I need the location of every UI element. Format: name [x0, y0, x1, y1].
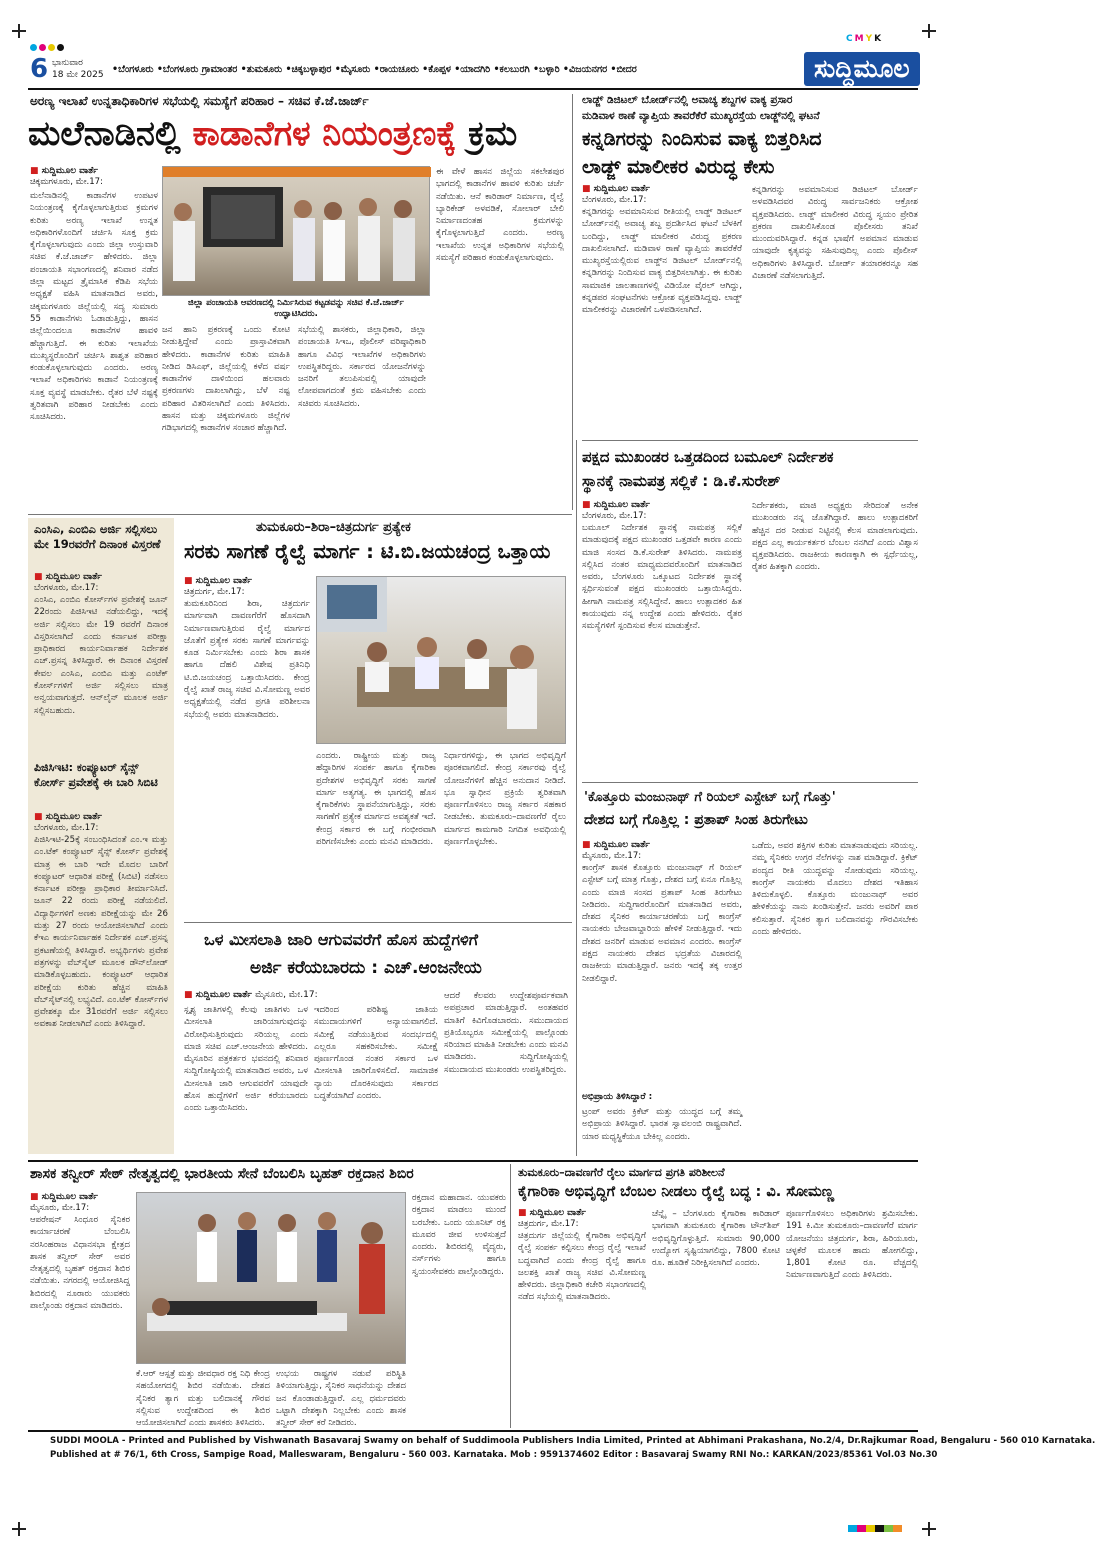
lodge-byline-block: ■ ಸುದ್ದಿಮೂಲ ವಾರ್ತೆ ಬೆಂಗಳೂರು, ಮೇ.17:: [582, 184, 650, 205]
lodge-col-2: ಕನ್ನಡಿಗರನ್ನು ಅವಮಾನಿಸುವ ಡಿಜಿಟಲ್ ಬೋರ್ಡ್ ಅಳವಡಿಸಿದವರ ವಿರುದ್ಧ ಸಾರ್ವಜನಿಕರು ಆಕ್ರೋಶ ವ್ಯಕ್ತಪಡಿಸಿದರು. ಲಾಡ್ಜ್ ಮಾಲೀಕರ ವಿರುದ್ಧ ಸ್ವಯಂ ಪ್ರೇರಿತ ಪ್ರಕರಣ ದಾಖಲಿಸಿಕೊಂಡ ಪೊಲೀಸರು ತನಿಖೆ ಮುಂದುವರಿಸಿದ್ದಾರೆ. ಕನ್ನಡ ಭಾಷೆಗೆ ಅಪಮಾನ ಮಾಡುವ ಯಾವುದೇ ಕೃತ್ಯವನ್ನು ಸಹಿಸುವುದಿಲ್ಲ ಎಂದು ಪೊಲೀಸ್ ಅಧಿಕಾರಿಗಳು ತಿಳಿಸಿದ್ದಾರೆ. ಬೋರ್ಡ್ ತಯಾರಕರನ್ನೂ ಸಹ ವಿಚಾರಣೆ ನಡೆಸಲಾಗುತ್ತಿದೆ.: [752, 185, 918, 282]
somanna-byline-block: ■ ಸುದ್ದಿಮೂಲ ವಾರ್ತೆ ಚಿತ್ರದುರ್ಗ, ಮೇ.17:: [518, 1208, 586, 1229]
rail-byline-block: ■ ಸುದ್ದಿಮೂಲ ವಾರ್ತೆ ಚಿತ್ರದುರ್ಗ, ಮೇ.17:: [184, 576, 252, 597]
reservation-headline-2: ಅರ್ಜಿ ಕರೆಯಬಾರದು : ಎಚ್.ಆಂಜನೇಯ: [250, 958, 482, 978]
blood-col-2: ಕೆ.ಆರ್ ಆಸ್ಪತ್ರೆ ಮತ್ತು ಜೀವಧಾರ ರಕ್ತ ನಿಧಿ ಕೇಂದ್ರ ಸಹಯೋಗದಲ್ಲಿ ಶಿಬಿರ ನಡೆಯಿತು. ದೇಶದ ಸೈನಿಕರ ತ್ಯಾಗ ಮತ್ತು ಬಲಿದಾನಕ್ಕೆ ಗೌರವ ಸಲ್ಲಿಸುವ ಉದ್ದೇಶದಿಂದ ಈ ಶಿಬಿರ ಆಯೋಜಿಸಲಾಗಿದೆ ಎಂದು ಶಾಸಕರು ತಿಳಿಸಿದರು.: [136, 1369, 270, 1429]
reservation-col-1: ಸ್ಪೃಶ್ಯ ಜಾತಿಗಳಲ್ಲಿ ಕೆಲವು ಜಾತಿಗಳು ಒಳ ಮೀಸಲಾತಿ ಜಾರಿಯಾಗುವುದನ್ನು ವಿರೋಧಿಸುತ್ತಿರುವುದು ಸರಿಯಲ್ಲ ಎಂದು ಮಾಜಿ ಸಚಿವ ಎಚ್.ಆಂಜನೇಯ ಹೇಳಿದರು. ಮೈಸೂರಿನ ಪತ್ರಕರ್ತರ ಭವನದಲ್ಲಿ ಶನಿವಾರ ಸುದ್ದಿಗೋಷ್ಠಿಯಲ್ಲಿ ಮಾತನಾಡಿದ ಅವರು, ಒಳ ಮೀಸಲಾತಿ ಜಾರಿ ಆಗುವವರೆಗೆ ಯಾವುದೇ ಹೊಸ ಹುದ್ದೆಗಳಿಗೆ ಅರ್ಜಿ ಕರೆಯಬಾರದು ಎಂದು ಒತ್ತಾಯಿಸಿದರು.: [184, 1005, 308, 1114]
mca-body: ಎಂಸಿಎ, ಎಂಬಿಎ ಕೋರ್ಸ್‌ಗಳ ಪ್ರವೇಶಕ್ಕೆ ಜೂನ್ 22ರಂದು ಪಿಜಿಸಿಇಟಿ ನಡೆಯಲಿದ್ದು, ಇದಕ್ಕೆ ಅರ್ಜಿ ಸಲ್ಲಿಸಲು ಮೇ 19 ರವರೆಗೆ ದಿನಾಂಕ ವಿಸ್ತರಿಸಲಾಗಿದೆ ಎಂದು ಕರ್ನಾಟಕ ಪರೀಕ್ಷಾ ಪ್ರಾಧಿಕಾರದ ಕಾರ್ಯನಿರ್ವಾಹಕ ನಿರ್ದೇಶಕ ಎಚ್.ಪ್ರಸನ್ನ ತಿಳಿಸಿದ್ದಾರೆ. ಈ ದಿನಾಂಕ ವಿಸ್ತರಣೆ ಕೇವಲ ಎಂಸಿಎ, ಎಂಬಿಎ ಮತ್ತು ಎಂಟೆಕ್ ಕೋರ್ಸ್‌ಗಳಿಗೆ ಅರ್ಜಿ ಸಲ್ಲಿಸಲು ಮಾತ್ರ ಅನ್ವಯವಾಗುತ್ತದೆ. ಆನ್‌ಲೈನ್ ಮೂಲಕ ಅರ್ಜಿ ಸಲ್ಲಿಸಬಹುದು.: [34, 595, 168, 716]
registration-mark: [12, 1522, 26, 1536]
pgcet-byline-block: ■ ಸುದ್ದಿಮೂಲ ವಾರ್ತೆ ಬೆಂಗಳೂರು, ಮೇ.17:: [34, 812, 102, 833]
rail-col-3: ನಿರ್ಧಾರಗಳಿದ್ದು, ಈ ಭಾಗದ ಅಭಿವೃದ್ಧಿಗೆ ಪೂರಕವಾಗಲಿದೆ. ಕೇಂದ್ರ ಸರ್ಕಾರವು ರೈಲ್ವೆ ಯೋಜನೆಗಳಿಗೆ ಹೆಚ್ಚಿನ ಅನುದಾನ ನೀಡಿದೆ. ಭೂ ಸ್ವಾಧೀನ ಪ್ರಕ್ರಿಯೆ ತ್ವರಿತವಾಗಿ ಪೂರ್ಣಗೊಳಿಸಲು ರಾಜ್ಯ ಸರ್ಕಾರ ಸಹಕಾರ ನೀಡಬೇಕು. ತುಮಕೂರು–ದಾವಣಗೆರೆ ರೈಲು ಮಾರ್ಗದ ಕಾಮಗಾರಿ ನಿಗದಿತ ಅವಧಿಯಲ್ಲಿ ಪೂರ್ಣಗೊಳ್ಳಬೇಕು.: [444, 751, 566, 848]
footer-imprint-1: SUDDI MOOLA - Printed and Published by Vishwanath Basavaraj Swamy on behalf of Suddimoola Publishers India Limited, Printed at Abhimani Prakashana, No.2/4, Dr.Rajkumar Road, Bengaluru - 560 010 Karnataka.: [50, 1436, 1095, 1446]
pratap-subhead: ಅಭಿಪ್ರಾಯ ತಿಳಿಸಿದ್ದಾರೆ :: [582, 1092, 653, 1102]
column-divider: [510, 1164, 511, 1428]
section-rule: [582, 440, 918, 441]
pratap-headline-1: 'ಕೊತ್ತೂರು ಮಂಜುನಾಥ್ ಗೆ ರಿಯಲ್ ಎಸ್ಟೇಟ್ ಬಗ್ಗೆ ಗೊತ್ತು': [584, 790, 836, 805]
rail-col-1: ತುಮಕೂರಿನಿಂದ ಶಿರಾ, ಚಿತ್ರದುರ್ಗ ಮಾರ್ಗವಾಗಿ ದಾವಣಗೆರೆಗೆ ಹೊಸದಾಗಿ ನಿರ್ಮಾಣವಾಗುತ್ತಿರುವ ರೈಲ್ವೆ ಮಾರ್ಗದ ಜೊತೆಗೆ ಪ್ರತ್ಯೇಕ ಸರಕು ಸಾಗಣೆ ಮಾರ್ಗವನ್ನು ಕೂಡ ನಿರ್ಮಿಸಬೇಕು ಎಂದು ಶಿರಾ ಶಾಸಕ ಹಾಗೂ ದೆಹಲಿ ವಿಶೇಷ ಪ್ರತಿನಿಧಿ ಟಿ.ಬಿ.ಜಯಚಂದ್ರ ಒತ್ತಾಯಿಸಿದರು. ಕೇಂದ್ರ ರೈಲ್ವೆ ಖಾತೆ ರಾಜ್ಯ ಸಚಿವ ವಿ.ಸೋಮಣ್ಣ ಅವರ ಅಧ್ಯಕ್ಷತೆಯಲ್ಲಿ ನಡೆದ ಪ್ರಗತಿ ಪರಿಶೀಲನಾ ಸಭೆಯಲ್ಲಿ ಅವರು ಮಾತನಾಡಿದರು.: [184, 599, 310, 720]
lodge-kicker-1: ಲಾಡ್ಜ್ ಡಿಜಿಟಲ್ ಬೋರ್ಡ್‌ನಲ್ಲಿ ಅವಾಚ್ಯ ಶಬ್ದಗಳ ವಾಕ್ಯ ಪ್ರಸಾರ: [582, 94, 793, 106]
color-bar: [848, 1525, 902, 1532]
lodge-headline-1: ಕನ್ನಡಿಗರನ್ನು ನಿಂದಿಸುವ ವಾಕ್ಯ ಬಿತ್ತರಿಸಿದ: [582, 128, 822, 150]
lodge-headline-2: ಲಾಡ್ಜ್ ಮಾಲೀಕರ ವಿರುದ್ಧ ಕೇಸು: [582, 156, 775, 178]
header-day: ಭಾನುವಾರ: [52, 58, 83, 68]
reservation-byline-block: ■ ಸುದ್ದಿಮೂಲ ವಾರ್ತೆ ಮೈಸೂರು, ಮೇ.17:: [184, 990, 318, 1000]
dks-col-2: ನಿರ್ದೇಶಕರು, ಮಾಜಿ ಅಧ್ಯಕ್ಷರು ಸೇರಿದಂತೆ ಅನೇಕ ಮುಖಂಡರು ನನ್ನ ಜೊತೆಗಿದ್ದಾರೆ. ಹಾಲು ಉತ್ಪಾದಕರಿಗೆ ಹೆಚ್ಚಿನ ದರ ನೀಡುವ ನಿಟ್ಟಿನಲ್ಲಿ ಕೆಲಸ ಮಾಡಲಾಗುವುದು. ಪಕ್ಷದ ಎಲ್ಲ ಕಾರ್ಯಕರ್ತರ ಬೆಂಬಲ ನನಗಿದೆ ಎಂದು ವಿಶ್ವಾಸ ವ್ಯಕ್ತಪಡಿಸಿದರು. ರಾಜಕೀಯ ಕಾರಣಕ್ಕಾಗಿ ಈ ಸ್ಪರ್ಧೆಯಲ್ಲ, ರೈತರ ಹಿತಕ್ಕಾಗಿ ಎಂದರು.: [752, 501, 918, 573]
registration-mark: [12, 24, 26, 38]
photo-illustration: [137, 1193, 407, 1365]
forest-dateline: ಚಿಕ್ಕಮಗಳೂರು, ಮೇ.17:: [30, 177, 103, 187]
pratap-byline-block: ■ ಸುದ್ದಿಮೂಲ ವಾರ್ತೆ ಮೈಸೂರು, ಮೇ.17:: [582, 840, 650, 861]
rail-meeting-photo: [316, 576, 566, 744]
registration-mark: [922, 1522, 936, 1536]
forest-col-2: ಜನ ಹಾನಿ ಪ್ರಕರಣಕ್ಕೆ ಒಂದು ಕೋಟಿ ನೀಡುತ್ತಿದ್ದೇವೆ ಎಂದು ಪ್ರಾಸ್ತಾವಿಕವಾಗಿ ಹೇಳಿದರು. ಕಾಡಾನೆಗಳ ಕುರಿತು ಮಾಹಿತಿ ನೀಡಿದ ಡಿಸಿಎಫ್, ಜಿಲ್ಲೆಯಲ್ಲಿ ಕಳೆದ ವರ್ಷ ಕಾಡಾನೆಗಳ ದಾಳಿಯಿಂದ ಹಲವಾರು ಪ್ರಕರಣಗಳು ದಾಖಲಾಗಿದ್ದು, ಬೆಳೆ ನಷ್ಟ ಪರಿಹಾರ ವಿತರಿಸಲಾಗಿದೆ ಎಂದು ತಿಳಿಸಿದರು. ಹಾಸನ ಮತ್ತು ಚಿಕ್ಕಮಗಳೂರು ಜಿಲ್ಲೆಗಳ ಗಡಿಭಾಗದಲ್ಲಿ ಕಾಡಾನೆಗಳ ಸಂಚಾರ ಹೆಚ್ಚಾಗಿದೆ.: [162, 325, 290, 434]
footer-rule: [28, 1430, 918, 1432]
section-rule: [582, 782, 918, 783]
forest-col-3: ಸಭೆಯಲ್ಲಿ ಶಾಸಕರು, ಜಿಲ್ಲಾಧಿಕಾರಿ, ಜಿಲ್ಲಾ ಪಂಚಾಯತಿ ಸಿಇಒ, ಪೊಲೀಸ್ ವರಿಷ್ಠಾಧಿಕಾರಿ ಹಾಗೂ ವಿವಿಧ ಇಲಾಖೆಗಳ ಅಧಿಕಾರಿಗಳು ಉಪಸ್ಥಿತರಿದ್ದರು. ಸರ್ಕಾರದ ಯೋಜನೆಗಳನ್ನು ಜನರಿಗೆ ತಲುಪಿಸುವಲ್ಲಿ ಯಾವುದೇ ಲೋಪವಾಗದಂತೆ ಕ್ರಮ ವಹಿಸಬೇಕು ಎಂದು ಸಚಿವರು ಸೂಚಿಸಿದರು.: [298, 325, 426, 409]
section-rule: [28, 1160, 918, 1162]
mca-headline: ಎಂಸಿಎ, ಎಂಬಿಎ ಅರ್ಜಿ ಸಲ್ಲಿಸಲು ಮೇ 19ರವರೆಗೆ ದಿನಾಂಕ ವಿಸ್ತರಣೆ: [34, 522, 161, 551]
blood-byline-block: ■ ಸುದ್ದಿಮೂಲ ವಾರ್ತೆ ಮೈಸೂರು, ಮೇ.17:: [30, 1192, 98, 1213]
photo-illustration: [317, 577, 567, 745]
blood-col-3: ರಕ್ತದಾನ ಮಹಾದಾನ. ಯುವಕರು ರಕ್ತದಾನ ಮಾಡಲು ಮುಂದೆ ಬರಬೇಕು. ಒಂದು ಯೂನಿಟ್ ರಕ್ತ ಮೂವರ ಜೀವ ಉಳಿಸುತ್ತದೆ ಎಂದರು. ಶಿಬಿರದಲ್ಲಿ ವೈದ್ಯರು, ನರ್ಸ್‌ಗಳು ಹಾಗೂ ಸ್ವಯಂಸೇವಕರು ಪಾಲ್ಗೊಂಡಿದ್ದರು.: [412, 1193, 506, 1277]
pratap-col-1: ಕಾಂಗ್ರೆಸ್ ಶಾಸಕ ಕೊತ್ತೂರು ಮಂಜುನಾಥ್ ಗೆ ರಿಯಲ್ ಎಸ್ಟೇಟ್ ಬಗ್ಗೆ ಮಾತ್ರ ಗೊತ್ತು, ದೇಶದ ಬಗ್ಗೆ ಏನೂ ಗೊತ್ತಿಲ್ಲ ಎಂದು ಮಾಜಿ ಸಂಸದ ಪ್ರತಾಪ್ ಸಿಂಹ ತಿರುಗೇಟು ನೀಡಿದರು. ಸುದ್ದಿಗಾರರೊಂದಿಗೆ ಮಾತನಾಡಿದ ಅವರು, ದೇಶದ ಸೈನಿಕರ ಕಾರ್ಯಾಚರಣೆಯ ಬಗ್ಗೆ ಕಾಂಗ್ರೆಸ್ ನಾಯಕರು ಬೇಜವಾಬ್ದಾರಿಯ ಹೇಳಿಕೆ ನೀಡುತ್ತಿದ್ದಾರೆ. ಇದು ದೇಶದ ಜನರಿಗೆ ಮಾಡುವ ಅವಮಾನ ಎಂದರು. ಕಾಂಗ್ರೆಸ್ ಪಕ್ಷದ ನಾಯಕರು ದೇಶದ ಭದ್ರತೆಯ ವಿಚಾರದಲ್ಲಿ ರಾಜಕೀಯ ಮಾಡುತ್ತಿದ್ದಾರೆ. ಜನರು ಇದಕ್ಕೆ ತಕ್ಕ ಉತ್ತರ ನೀಡಲಿದ್ದಾರೆ.: [582, 863, 742, 984]
section-rule: [184, 922, 572, 923]
mca-byline-block: ■ ಸುದ್ದಿಮೂಲ ವಾರ್ತೆ ಬೆಂಗಳೂರು, ಮೇ.17:: [34, 572, 102, 593]
column-divider: [572, 94, 573, 510]
header-date: 18 ಮೇ 2025: [52, 70, 104, 80]
somanna-col-2: ಚೆನ್ನೈ – ಬೆಂಗಳೂರು ಕೈಗಾರಿಕಾ ಕಾರಿಡಾರ್ ಭಾಗವಾಗಿ ತುಮಕೂರು ಕೈಗಾರಿಕಾ ಟೌನ್‌ಶಿಪ್ ಅಭಿವೃದ್ಧಿಗೊಳ್ಳುತ್ತಿದೆ. ಸುಮಾರು 90,000 ಉದ್ಯೋಗ ಸೃಷ್ಟಿಯಾಗಲಿದ್ದು, 7800 ಕೋಟಿ ರೂ. ಹೂಡಿಕೆ ನಿರೀಕ್ಷಿಸಲಾಗಿದೆ ಎಂದರು.: [652, 1209, 780, 1269]
rail-kicker: ತುಮಕೂರು–ಶಿರಾ–ಚಿತ್ರದುರ್ಗ ಪ್ರತ್ಯೇಕ: [256, 520, 411, 535]
forest-photo-caption: ಜಿಲ್ಲಾ ಪಂಚಾಯತಿ ಆವರಣದಲ್ಲಿ ನಿರ್ಮಿಸಿರುವ ಕಟ್ಟಡವನ್ನು ಸಚಿವ ಕೆ.ಜೆ.ಜಾರ್ಜ್ ಉದ್ಘಾಟಿಸಿದರು.: [188, 298, 404, 319]
dks-col-1: ಬಮೂಲ್ ನಿರ್ದೇಶಕ ಸ್ಥಾನಕ್ಕೆ ನಾಮಪತ್ರ ಸಲ್ಲಿಕೆ ಮಾಡುವುದಕ್ಕೆ ಪಕ್ಷದ ಮುಖಂಡರ ಒತ್ತಡವೇ ಕಾರಣ ಎಂದು ಮಾಜಿ ಸಂಸದ ಡಿ.ಕೆ.ಸುರೇಶ್ ತಿಳಿಸಿದರು. ನಾಮಪತ್ರ ಸಲ್ಲಿಸಿದ ನಂತರ ಮಾಧ್ಯಮದವರೊಂದಿಗೆ ಮಾತನಾಡಿದ ಅವರು, ಬೆಂಗಳೂರು ಒಕ್ಕೂಟದ ನಿರ್ದೇಶಕ ಸ್ಥಾನಕ್ಕೆ ಸ್ಪರ್ಧಿಸುವಂತೆ ಪಕ್ಷದ ಮುಖಂಡರು ಒತ್ತಾಯಿಸಿದ್ದರು. ಹೀಗಾಗಿ ನಾಮಪತ್ರ ಸಲ್ಲಿಸಿದ್ದೇನೆ. ಹಾಲು ಉತ್ಪಾದಕರ ಹಿತ ಕಾಯುವುದು ನನ್ನ ಉದ್ದೇಶ ಎಂದು ಹೇಳಿದರು. ರೈತರ ಸಮಸ್ಯೆಗಳಿಗೆ ಸ್ಪಂದಿಸುವ ಕೆಲಸ ಮಾಡುತ್ತೇನೆ.: [582, 523, 742, 632]
pgcet-headline: ಪಿಜಿಸಿಇಟಿ: ಕಂಪ್ಯೂಟರ್ ಸೈನ್ಸ್ ಕೋರ್ಸ್ ಪ್ರವೇಶಕ್ಕೆ ಈ ಬಾರಿ ಸಿಬಿಟಿ: [34, 761, 158, 789]
footer-imprint-2: Published at # 76/1, 6th Cross, Sampige Road, Malleswaram, Bengaluru - 560 003. Karnataka. Mob : 9591374602 Editor : Basavaraj Swamy RNI No.: KARKAN/2023/85361 Vol.03 No.30: [50, 1450, 938, 1460]
rail-headline: ಸರಕು ಸಾಗಣೆ ರೈಲ್ವೆ ಮಾರ್ಗ : ಟಿ.ಬಿ.ಜಯಚಂದ್ರ ಒತ್ತಾಯ: [184, 540, 551, 563]
blood-camp-photo: [136, 1192, 406, 1364]
pratap-col-2: ಒಡೆದು, ಅವರ ಶಕ್ತಿಗಳ ಕುರಿತು ಮಾತನಾಡುವುದು ಸರಿಯಲ್ಲ. ನಮ್ಮ ಸೈನಿಕರು ಉಗ್ರರ ನೆಲೆಗಳನ್ನು ನಾಶ ಮಾಡಿದ್ದಾರೆ. ಕ್ರಿಕೆಟ್ ಪಂದ್ಯದ ರೀತಿ ಯುದ್ಧವನ್ನು ನೋಡುವುದು ಸರಿಯಲ್ಲ. ಕಾಂಗ್ರೆಸ್ ನಾಯಕರು ಮೊದಲು ದೇಶದ ಇತಿಹಾಸ ತಿಳಿದುಕೊಳ್ಳಲಿ. ಕೊತ್ತೂರು ಮಂಜುನಾಥ್ ಅವರ ಹೇಳಿಕೆಯನ್ನು ನಾನು ಖಂಡಿಸುತ್ತೇನೆ. ಜನರು ಅವರಿಗೆ ಪಾಠ ಕಲಿಸುತ್ತಾರೆ. ಸೈನಿಕರ ತ್ಯಾಗ ಬಲಿದಾನವನ್ನು ಗೌರವಿಸಬೇಕು ಎಂದು ಹೇಳಿದರು.: [752, 841, 918, 938]
somanna-col-3: ಪೂರ್ಣಗೊಳಿಸಲು ಅಧಿಕಾರಿಗಳು ಶ್ರಮಿಸಬೇಕು. 191 ಕಿ.ಮೀ ತುಮಕೂರು–ದಾವಣಗೆರೆ ಮಾರ್ಗ ಯೋಜನೆಯು ಚಿತ್ರದುರ್ಗ, ಶಿರಾ, ಹಿರಿಯೂರು, ಚಳ್ಳಕೆರೆ ಮೂಲಕ ಹಾದು ಹೋಗಲಿದ್ದು, 1,801 ಕೋಟಿ ರೂ. ವೆಚ್ಚದಲ್ಲಿ ನಿರ್ಮಾಣವಾಗುತ್ತಿದೆ ಎಂದು ತಿಳಿಸಿದರು.: [786, 1209, 918, 1281]
blood-col-4: ಉಭಯ ರಾಷ್ಟ್ರಗಳ ನಡುವೆ ಪರಿಸ್ಥಿತಿ ತಿಳಿಯಾಗುತ್ತಿದ್ದು, ಸೈನಿಕರ ಸಾಧನೆಯನ್ನು ದೇಶದ ಜನ ಕೊಂಡಾಡುತ್ತಿದ್ದಾರೆ. ಎಲ್ಲ ಧರ್ಮದವರು ಒಟ್ಟಾಗಿ ದೇಶಕ್ಕಾಗಿ ನಿಲ್ಲಬೇಕು ಎಂದು ಶಾಸಕ ತನ್ವೀರ್ ಸೇಠ್ ಕರೆ ನೀಡಿದರು.: [276, 1369, 406, 1429]
pratap-headline-2: ದೇಶದ ಬಗ್ಗೆ ಗೊತ್ತಿಲ್ಲ : ಪ್ರತಾಪ್ ಸಿಂಹ ತಿರುಗೇಟು: [584, 812, 808, 828]
dks-headline-1: ಪಕ್ಷದ ಮುಖಂಡರ ಒತ್ತಡದಿಂದ ಬಮೂಲ್ ನಿರ್ದೇಶಕ: [582, 448, 834, 466]
rail-col-2: ಎಂದರು. ರಾಷ್ಟ್ರೀಯ ಮತ್ತು ರಾಜ್ಯ ಹೆದ್ದಾರಿಗಳ ಸಂಪರ್ಕ ಹಾಗೂ ಕೈಗಾರಿಕಾ ಪ್ರದೇಶಗಳ ಅಭಿವೃದ್ಧಿಗೆ ಸರಕು ಸಾಗಣೆ ಮಾರ್ಗ ಅತ್ಯಗತ್ಯ. ಈ ಭಾಗದಲ್ಲಿ ಹೊಸ ಕೈಗಾರಿಕೆಗಳು ಸ್ಥಾಪನೆಯಾಗುತ್ತಿದ್ದು, ಸರಕು ಸಾಗಣೆಗೆ ಪ್ರತ್ಯೇಕ ಮಾರ್ಗದ ಅವಶ್ಯಕತೆ ಇದೆ. ಕೇಂದ್ರ ಸರ್ಕಾರ ಈ ಬಗ್ಗೆ ಗಂಭೀರವಾಗಿ ಪರಿಗಣಿಸಬೇಕು ಎಂದು ಮನವಿ ಮಾಡಿದರು.: [316, 751, 436, 848]
page-number: 6: [30, 54, 49, 84]
forest-col-1: ಮಲೆನಾಡಿನಲ್ಲಿ ಕಾಡಾನೆಗಳ ಉಪಟಳ ನಿಯಂತ್ರಣಕ್ಕೆ ಕೈಗೊಳ್ಳಲಾಗುತ್ತಿರುವ ಕ್ರಮಗಳ ಕುರಿತು ಅರಣ್ಯ ಇಲಾಖೆ ಉನ್ನತ ಅಧಿಕಾರಿಗಳೊಂದಿಗೆ ಚರ್ಚಿಸಿ ಸೂಕ್ತ ಕ್ರಮ ಕೈಗೊಳ್ಳಲಾಗುವುದು ಎಂದು ಜಿಲ್ಲಾ ಉಸ್ತುವಾರಿ ಸಚಿವ ಕೆ.ಜೆ.ಜಾರ್ಜ್ ಹೇಳಿದರು. ಜಿಲ್ಲಾ ಪಂಚಾಯತಿ ಸಭಾಂಗಣದಲ್ಲಿ ಶನಿವಾರ ನಡೆದ ಜಿಲ್ಲಾ ಮಟ್ಟದ ತ್ರೈಮಾಸಿಕ ಕೆಡಿಪಿ ಸಭೆಯ ಅಧ್ಯಕ್ಷತೆ ವಹಿಸಿ ಮಾತನಾಡಿದ ಅವರು, ಚಿಕ್ಕಮಗಳೂರು ಜಿಲ್ಲೆಯಲ್ಲಿ ಸದ್ಯ ಸುಮಾರು 55 ಕಾಡಾನೆಗಳು ಓಡಾಡುತ್ತಿದ್ದು, ಹಾಸನ ಜಿಲ್ಲೆಯಿಂದಲೂ ಕಾಡಾನೆಗಳ ಹಾವಳಿ ಹೆಚ್ಚಾಗುತ್ತಿದೆ. ಈ ಕುರಿತು ಇಲಾಖೆಯ ಮುಖ್ಯಸ್ಥರೊಂದಿಗೆ ಚರ್ಚಿಸಿ ಶಾಶ್ವತ ಪರಿಹಾರ ಕಂಡುಕೊಳ್ಳಲಾಗುವುದು ಎಂದರು. ಅರಣ್ಯ ಇಲಾಖೆ ಅಧಿಕಾರಿಗಳು ಕಾಡಾನೆ ನಿಯಂತ್ರಣಕ್ಕೆ ಸೂಕ್ತ ವ್ಯವಸ್ಥೆ ಮಾಡಬೇಕು. ರೈತರ ಬೆಳೆ ನಷ್ಟಕ್ಕೆ ತ್ವರಿತವಾಗಿ ಪರಿಹಾರ ನೀಡಬೇಕು ಎಂದು ಸೂಚಿಸಿದರು.: [30, 191, 158, 423]
reservation-headline-1: ಒಳ ಮೀಸಲಾತಿ ಜಾರಿ ಆಗುವವರೆಗೆ ಹೊಸ ಹುದ್ದೆಗಳಿಗೆ: [204, 930, 478, 949]
lodge-col-1: ಕನ್ನಡಿಗರನ್ನು ಅವಮಾನಿಸುವ ರೀತಿಯಲ್ಲಿ ಲಾಡ್ಜ್ ಡಿಜಿಟಲ್ ಬೋರ್ಡ್‌ನಲ್ಲಿ ಅವಾಚ್ಯ ಶಬ್ದ ಪ್ರದರ್ಶಿಸಿದ ಘಟನೆ ಬೆಳಕಿಗೆ ಬಂದಿದ್ದು, ಲಾಡ್ಜ್ ಮಾಲೀಕರ ವಿರುದ್ಧ ಪ್ರಕರಣ ದಾಖಲಿಸಲಾಗಿದೆ. ಮಡಿವಾಳ ಠಾಣೆ ವ್ಯಾಪ್ತಿಯ ತಾವರೆಕೆರೆ ಮುಖ್ಯರಸ್ತೆಯಲ್ಲಿರುವ ಲಾಡ್ಜ್‌ನ ಡಿಜಿಟಲ್ ಬೋರ್ಡ್‌ನಲ್ಲಿ ಕನ್ನಡಿಗರನ್ನು ನಿಂದಿಸುವ ವಾಕ್ಯ ಬಿತ್ತರಿಸಲಾಗಿತ್ತು. ಈ ಕುರಿತು ಸಾಮಾಜಿಕ ಜಾಲತಾಣಗಳಲ್ಲಿ ವಿಡಿಯೋ ವೈರಲ್ ಆಗಿದ್ದು, ಕನ್ನಡಪರ ಸಂಘಟನೆಗಳು ಆಕ್ರೋಶ ವ್ಯಕ್ತಪಡಿಸಿದ್ದವು. ಲಾಡ್ಜ್ ಮಾಲೀಕರನ್ನು ವಿಚಾರಣೆಗೆ ಒಳಪಡಿಸಲಾಗಿದೆ.: [582, 207, 742, 316]
forest-kicker: ಅರಣ್ಯ ಇಲಾಖೆ ಉನ್ನತಾಧಿಕಾರಿಗಳ ಸಭೆಯಲ್ಲಿ ಸಮಸ್ಯೆಗೆ ಪರಿಹಾರ – ಸಚಿವ ಕೆ.ಜೆ.ಜಾರ್ಜ್: [30, 94, 369, 108]
photo-illustration: [163, 167, 431, 297]
color-dots: [30, 36, 66, 55]
newspaper-logo: ಸುದ್ದಿಮೂಲ: [804, 52, 920, 86]
somanna-col-1: ಚಿತ್ರದುರ್ಗ ಜಿಲ್ಲೆಯಲ್ಲಿ ಕೈಗಾರಿಕಾ ಅಭಿವೃದ್ಧಿಗೆ ರೈಲ್ವೆ ಸಂಪರ್ಕ ಕಲ್ಪಿಸಲು ಕೇಂದ್ರ ರೈಲ್ವೆ ಇಲಾಖೆ ಬದ್ಧವಾಗಿದೆ ಎಂದು ಕೇಂದ್ರ ರೈಲ್ವೆ ಹಾಗೂ ಜಲಶಕ್ತಿ ಖಾತೆ ರಾಜ್ಯ ಸಚಿವ ವಿ.ಸೋಮಣ್ಣ ಹೇಳಿದರು. ಜಿಲ್ಲಾಧಿಕಾರಿ ಕಚೇರಿ ಸಭಾಂಗಣದಲ್ಲಿ ನಡೆದ ಸಭೆಯಲ್ಲಿ ಮಾತನಾಡಿದರು.: [518, 1231, 646, 1303]
dks-headline-2: ಸ್ಥಾನಕ್ಕೆ ನಾಮಪತ್ರ ಸಲ್ಲಿಕೆ : ಡಿ.ಕೆ.ಸುರೇಶ್: [582, 472, 781, 490]
reservation-col-2: ಇದರಿಂದ ಪರಿಶಿಷ್ಟ ಜಾತಿಯ ಸಮುದಾಯಗಳಿಗೆ ಅನ್ಯಾಯವಾಗಲಿದೆ. ಸಮೀಕ್ಷೆ ನಡೆಯುತ್ತಿರುವ ಸಂದರ್ಭದಲ್ಲಿ ಎಲ್ಲರೂ ಸಹಕರಿಸಬೇಕು. ಸಮೀಕ್ಷೆ ಪೂರ್ಣಗೊಂಡ ನಂತರ ಸರ್ಕಾರ ಒಳ ಮೀಸಲಾತಿ ಜಾರಿಗೊಳಿಸಲಿದೆ. ಸಾಮಾಜಿಕ ನ್ಯಾಯ ದೊರಕಿಸುವುದು ಸರ್ಕಾರದ ಬದ್ಧತೆಯಾಗಿದೆ ಎಂದರು.: [314, 1005, 438, 1102]
forest-headline: ಮಲೆನಾಡಿನಲ್ಲಿ ಕಾಡಾನೆಗಳ ನಿಯಂತ್ರಣಕ್ಕೆ ಕ್ರಮ: [28, 114, 518, 154]
lodge-kicker-2: ಮಡಿವಾಳ ಠಾಣೆ ವ್ಯಾಪ್ತಿಯ ತಾವರೆಕೆರೆ ಮುಖ್ಯರಸ್ತೆಯ ಲಾಡ್ಜ್‌ನಲ್ಲಿ ಘಟನೆ: [582, 110, 820, 122]
somanna-kicker: ತುಮಕೂರು–ದಾವಣಗೆರೆ ರೈಲು ಮಾರ್ಗದ ಪ್ರಗತಿ ಪರಿಶೀಲನೆ: [518, 1166, 725, 1179]
dks-byline-block: ■ ಸುದ್ದಿಮೂಲ ವಾರ್ತೆ ಬೆಂಗಳೂರು, ಮೇ.17:: [582, 500, 650, 521]
forest-byline: ■ ಸುದ್ದಿಮೂಲ ವಾರ್ತೆ: [30, 166, 98, 176]
section-rule: [28, 514, 572, 515]
pgcet-body: ಪಿಜಿಸಿಇಟಿ-25ಕ್ಕೆ ಸಂಬಂಧಿಸಿದಂತೆ ಎಂ.ಇ ಮತ್ತು ಎಂ.ಟೆಕ್ ಕಂಪ್ಯೂಟರ್ ಸೈನ್ಸ್ ಕೋರ್ಸ್ ಪ್ರವೇಶಕ್ಕೆ ಮಾತ್ರ ಈ ಬಾರಿ ಇದೇ ಮೊದಲ ಬಾರಿಗೆ ಕಂಪ್ಯೂಟರ್ ಆಧಾರಿತ ಪರೀಕ್ಷೆ (ಸಿಬಿಟಿ) ನಡೆಸಲು ಕರ್ನಾಟಕ ಪರೀಕ್ಷಾ ಪ್ರಾಧಿಕಾರ ತೀರ್ಮಾನಿಸಿದೆ. ಜೂನ್ 22 ರಂದು ಪರೀಕ್ಷೆ ನಡೆಯಲಿದೆ. ವಿದ್ಯಾರ್ಥಿಗಳಿಗೆ ಅಣಕು ಪರೀಕ್ಷೆಯನ್ನು ಮೇ 26 ಮತ್ತು 27 ರಂದು ಆಯೋಜಿಸಲಾಗಿದೆ ಎಂದು ಕೆಇಎ ಕಾರ್ಯನಿರ್ವಾಹಕ ನಿರ್ದೇಶಕ ಎಚ್.ಪ್ರಸನ್ನ ಪ್ರಕಟಣೆಯಲ್ಲಿ ತಿಳಿಸಿದ್ದಾರೆ. ಅಭ್ಯರ್ಥಿಗಳು ಪ್ರವೇಶ ಪತ್ರಗಳನ್ನು ವೆಬ್‌ಸೈಟ್ ಮೂಲಕ ಡೌನ್‌ಲೋಡ್ ಮಾಡಿಕೊಳ್ಳಬಹುದು. ಕಂಪ್ಯೂಟರ್ ಆಧಾರಿತ ಪರೀಕ್ಷೆಯ ಕುರಿತು ಹೆಚ್ಚಿನ ಮಾಹಿತಿ ವೆಬ್‌ಸೈಟ್‌ನಲ್ಲಿ ಲಭ್ಯವಿದೆ. ಎಂ.ಟೆಕ್ ಕೋರ್ಸ್‌ಗಳ ಪ್ರವೇಶಕ್ಕೂ ಮೇ 31ರವರೆಗೆ ಅರ್ಜಿ ಸಲ್ಲಿಸಲು ಅವಕಾಶ ನೀಡಲಾಗಿದೆ ಎಂದು ತಿಳಿಸಿದ್ದಾರೆ.: [34, 835, 168, 1030]
header-rule: [28, 88, 918, 90]
registration-mark: [922, 24, 936, 38]
district-list: •ಬೆಂಗಳೂರು •ಬೆಂಗಳೂರು ಗ್ರಾಮಾಂತರ •ತುಮಕೂರು •ಚಿಕ್ಕಬಳ್ಳಾಪುರ •ಮೈಸೂರು •ರಾಯಚೂರು •ಕೊಪ್ಪಳ •ಯಾದಗಿರಿ •ಕಲಬುರಗಿ •ಬಳ್ಳಾರಿ •ವಿಜಯನಗರ •ಬೀದರ: [112, 64, 637, 75]
reservation-col-3: ಆದರೆ ಕೆಲವರು ಉದ್ದೇಶಪೂರ್ವಕವಾಗಿ ಅಪಪ್ರಚಾರ ಮಾಡುತ್ತಿದ್ದಾರೆ. ಅಂತಹವರ ಮಾತಿಗೆ ಕಿವಿಗೊಡಬಾರದು. ಸಮುದಾಯದ ಪ್ರತಿಯೊಬ್ಬರೂ ಸಮೀಕ್ಷೆಯಲ್ಲಿ ಪಾಲ್ಗೊಂಡು ಸರಿಯಾದ ಮಾಹಿತಿ ನೀಡಬೇಕು ಎಂದು ಮನವಿ ಮಾಡಿದರು. ಸುದ್ದಿಗೋಷ್ಠಿಯಲ್ಲಿ ಸಮುದಾಯದ ಮುಖಂಡರು ಉಪಸ್ಥಿತರಿದ್ದರು.: [444, 991, 568, 1075]
column-divider: [576, 440, 577, 1156]
blood-col-1: ಆಪರೇಷನ್ ಸಿಂಧೂರ ಸೈನಿಕರ ಕಾರ್ಯಾಚರಣೆ ಬೆಂಬಲಿಸಿ ನರಸಿಂಹರಾಜ ವಿಧಾನಸಭಾ ಕ್ಷೇತ್ರದ ಶಾಸಕ ತನ್ವೀರ್ ಸೇಠ್ ಅವರ ನೇತೃತ್ವದಲ್ಲಿ ಬೃಹತ್ ರಕ್ತದಾನ ಶಿಬಿರ ನಡೆಯಿತು. ನಗರದಲ್ಲಿ ಆಯೋಜಿಸಿದ್ದ ಶಿಬಿರದಲ್ಲಿ ನೂರಾರು ಯುವಕರು ಪಾಲ್ಗೊಂಡು ರಕ್ತದಾನ ಮಾಡಿದರು.: [30, 1215, 130, 1312]
forest-col-4: ಈ ವೇಳೆ ಹಾಸನ ಜಿಲ್ಲೆಯ ಸಕಲೇಶಪುರ ಭಾಗದಲ್ಲಿ ಕಾಡಾನೆಗಳ ಹಾವಳಿ ಕುರಿತು ಚರ್ಚೆ ನಡೆಯಿತು. ಆನೆ ಕಾರಿಡಾರ್ ನಿರ್ಮಾಣ, ರೈಲ್ವೆ ಬ್ಯಾರಿಕೇಡ್ ಅಳವಡಿಕೆ, ಸೋಲಾರ್ ಬೇಲಿ ನಿರ್ಮಾಣದಂತಹ ಕ್ರಮಗಳನ್ನು ಕೈಗೊಳ್ಳಲಾಗುತ್ತಿದೆ ಎಂದರು. ಅರಣ್ಯ ಇಲಾಖೆಯ ಉನ್ನತ ಅಧಿಕಾರಿಗಳ ಸಭೆಯಲ್ಲಿ ಸಮಸ್ಯೆಗೆ ಪರಿಹಾರ ಕಂಡುಕೊಳ್ಳಲಾಗುವುದು.: [436, 167, 564, 264]
blood-headline: ಶಾಸಕ ತನ್ವೀರ್ ಸೇಠ್ ನೇತೃತ್ವದಲ್ಲಿ ಭಾರತೀಯ ಸೇನೆ ಬೆಂಬಲಿಸಿ ಬೃಹತ್ ರಕ್ತದಾನ ಶಿಬಿರ: [30, 1166, 414, 1182]
somanna-headline: ಕೈಗಾರಿಕಾ ಅಭಿವೃದ್ಧಿಗೆ ಬೆಂಬಲ ನೀಡಲು ರೈಲ್ವೆ ಬದ್ಧ : ವಿ. ಸೋಮಣ್ಣ: [518, 1184, 835, 1200]
pratap-col-1b: ಟ್ರಂಪ್ ಅವರು ಕ್ರಿಕೆಟ್ ಮತ್ತು ಯುದ್ಧದ ಬಗ್ಗೆ ತಮ್ಮ ಅಭಿಪ್ರಾಯ ತಿಳಿಸಿದ್ದಾರೆ. ಭಾರತ ಸ್ವಾವಲಂಬಿ ರಾಷ್ಟ್ರವಾಗಿದೆ. ಯಾರ ಮಧ್ಯಸ್ಥಿಕೆಯೂ ಬೇಕಿಲ್ಲ ಎಂದರು.: [582, 1107, 742, 1142]
forest-photo: [162, 166, 430, 296]
cmyk-label: CMYK: [846, 34, 884, 44]
forest-byline-block: [30, 166, 160, 187]
